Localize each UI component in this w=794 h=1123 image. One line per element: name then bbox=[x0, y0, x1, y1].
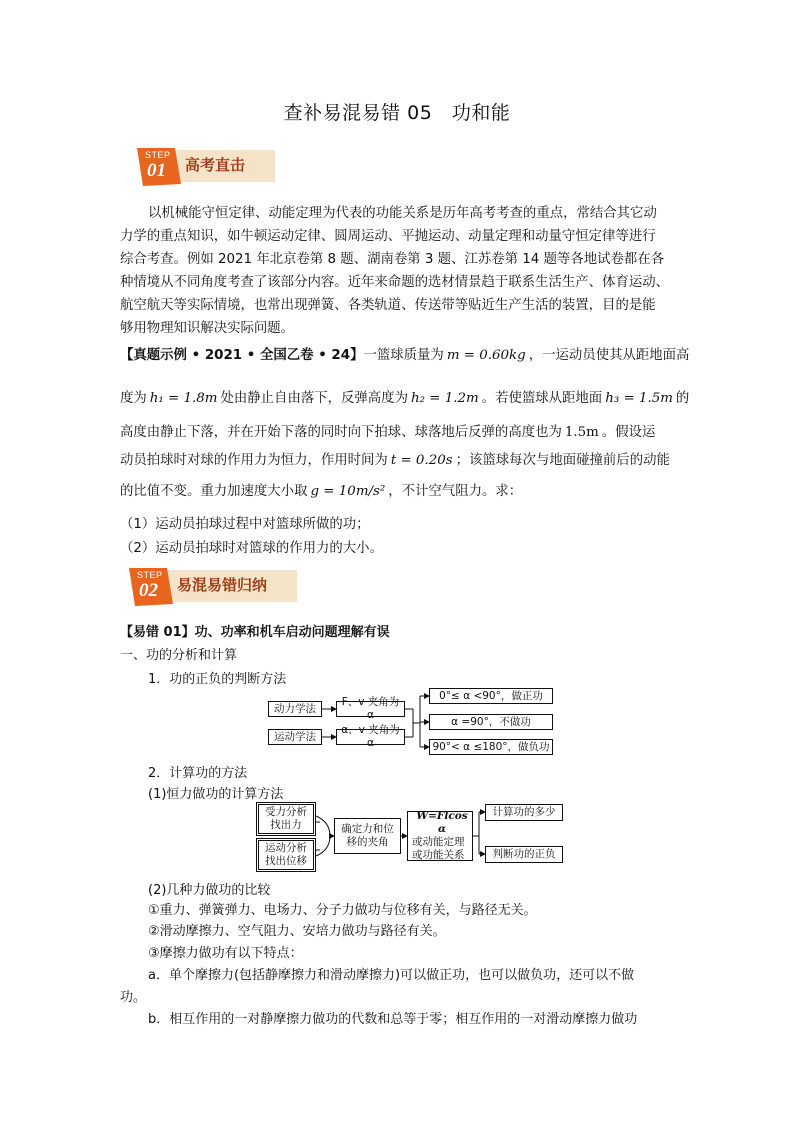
force-analysis-box bbox=[256, 802, 316, 836]
example-line-2 bbox=[120, 387, 689, 406]
example-text: 的 bbox=[675, 391, 690, 406]
friction-point-a: a．单个摩擦力(包括静摩擦力和滑动摩擦力)可以做正功，也可以做负功，还可以不做 bbox=[148, 968, 635, 983]
intro-line: 力学的重点知识，如牛顿运动定律、圆周运动、平抛运动、动量定理和动量守恒定律等进行 bbox=[120, 229, 656, 244]
angle-line: 确定力和位 bbox=[341, 823, 394, 835]
error-01-heading: 【易错 01】功、功率和机车启动问题理解有误 bbox=[120, 625, 390, 640]
h3-formula: h₃ = 1.5m bbox=[605, 391, 673, 406]
section-1-heading: 一、功的分析和计算 bbox=[120, 648, 238, 663]
comparison-item-1: ①重力、弹簧弹力、电场力、分子力做功与位移有关，与路径无关。 bbox=[148, 903, 537, 918]
work-formula-line: 或功能关系 bbox=[412, 849, 465, 861]
intro-line: 够用物理知识解决实际问题。 bbox=[120, 321, 295, 336]
example-line-1 bbox=[120, 344, 689, 363]
intro-line: 航空航天等实际情境，也常出现弹簧、各类轨道、传送带等贴近生产生活的装置，目的是能 bbox=[120, 298, 656, 313]
example-text: ，一运动员使其从距地面高 bbox=[528, 348, 690, 363]
example-text: ；该篮球每次与地面碰撞前后的动能 bbox=[455, 453, 670, 468]
friction-point-b: b．相互作用的一对静摩擦力做功的代数和总等于零；相互作用的一对滑动摩擦力做功 bbox=[148, 1012, 638, 1027]
step-02-title: 易混易错归纳 bbox=[177, 576, 268, 594]
section-1-2-2-heading: (2)几种力做功的比较 bbox=[148, 883, 271, 898]
step-02-number: 02 bbox=[139, 580, 158, 601]
intro-paragraph bbox=[120, 202, 680, 340]
example-text: 处由静止自由落下，反弹高度为 bbox=[220, 391, 408, 406]
example-text: 。若使篮球从距地面 bbox=[481, 391, 603, 406]
section-1-2-heading: 2．计算功的方法 bbox=[148, 766, 248, 781]
example-line-4 bbox=[120, 449, 670, 468]
example-line-3 bbox=[120, 421, 655, 440]
step-02-badge bbox=[127, 566, 307, 610]
work-amount-box: 计算功的多少 bbox=[485, 804, 563, 821]
gravity-formula: g = 10m/s² bbox=[310, 484, 386, 499]
example-text: 动员拍球时对球的作用力为恒力，作用时间为 bbox=[120, 453, 388, 468]
example-text: 。假设运 bbox=[601, 425, 656, 440]
kinematics-method-box: 运动学法 bbox=[268, 729, 322, 745]
diagram-constant-force-work bbox=[256, 800, 566, 872]
motion-analysis-line: 运动分析 bbox=[265, 842, 307, 854]
angle-box bbox=[334, 818, 401, 854]
motion-analysis-line: 找出位移 bbox=[265, 855, 307, 867]
h1-formula: h₁ = 1.8m bbox=[149, 391, 218, 406]
angle-line: 移的夹角 bbox=[346, 836, 389, 848]
example-text: 的比值不变。重力加速度大小取 bbox=[120, 484, 308, 499]
zero-work-box: α =90°，不做功 bbox=[429, 714, 553, 730]
force-velocity-angle-box: F、v 夹角为 α bbox=[336, 701, 405, 717]
dynamics-method-box: 动力学法 bbox=[268, 701, 322, 717]
intro-line: 种情境从不同角度考查了该部分内容。近年来命题的选材情景趋于联系生活生产、体育运动、 bbox=[120, 275, 670, 290]
example-text: 高度由静止下落，并在开始下落的同时向下拍球、球落地后反弹的高度也为 bbox=[120, 425, 562, 440]
section-1-2-1-heading: (1)恒力做功的计算方法 bbox=[148, 787, 284, 802]
force-analysis-line: 找出力 bbox=[270, 819, 302, 831]
work-formula-line: 或动能定理 bbox=[412, 836, 465, 848]
step-01-title: 高考直击 bbox=[185, 156, 246, 174]
height-value: 1.5m bbox=[564, 425, 599, 440]
motion-analysis-box bbox=[256, 838, 316, 872]
force-analysis-line: 受力分析 bbox=[265, 806, 307, 818]
example-text: ，不计空气阻力。求： bbox=[388, 484, 523, 499]
intro-line: 综合考查。例如 2021 年北京卷第 8 题、湖南卷第 3 题、江苏卷第 14 题等各地试卷都在各 bbox=[120, 252, 665, 267]
friction-point-a-cont: 功。 bbox=[120, 990, 147, 1005]
step-01-number: 01 bbox=[147, 160, 166, 181]
positive-work-box: 0°≤ α <90°，做正功 bbox=[429, 688, 553, 704]
example-text: 一篮球质量为 bbox=[363, 348, 444, 363]
work-formula-box bbox=[407, 811, 473, 861]
comparison-item-2: ②滑动摩擦力、空气阻力、安培力做功与路径有关。 bbox=[148, 924, 446, 939]
diagram-work-sign bbox=[268, 685, 558, 757]
h2-formula: h₂ = 1.2m bbox=[410, 391, 479, 406]
page-title: 查补易混易错 05 功和能 bbox=[283, 102, 511, 124]
comparison-item-3: ③摩擦力做功有以下特点： bbox=[148, 946, 303, 961]
negative-work-box: 90°< α ≤180°，做负功 bbox=[429, 739, 553, 755]
alpha-velocity-angle-box: α、v 夹角为 α bbox=[336, 729, 405, 745]
step-02-label: STEP bbox=[137, 570, 163, 580]
example-line-5 bbox=[120, 480, 522, 499]
work-sign-box: 判断功的正负 bbox=[485, 846, 563, 863]
intro-line: 以机械能守恒定律、动能定理为代表的功能关系是历年高考考查的重点，常结合其它动 bbox=[148, 206, 657, 221]
time-formula: t = 0.20s bbox=[390, 453, 453, 468]
mass-formula: m = 0.60kg bbox=[446, 348, 526, 363]
example-text: 度为 bbox=[120, 391, 147, 406]
question-1: （1）运动员拍球过程中对篮球所做的功； bbox=[120, 517, 370, 532]
step-01-badge bbox=[135, 146, 285, 190]
section-1-1-heading: 1．功的正负的判断方法 bbox=[148, 672, 287, 687]
step-01-label: STEP bbox=[145, 150, 171, 160]
work-formula-line: W=Flcos α bbox=[416, 810, 468, 835]
question-2: （2）运动员拍球时对篮球的作用力的大小。 bbox=[120, 541, 383, 556]
example-tag: 【真题示例 • 2021 • 全国乙卷 • 24】 bbox=[120, 348, 364, 363]
